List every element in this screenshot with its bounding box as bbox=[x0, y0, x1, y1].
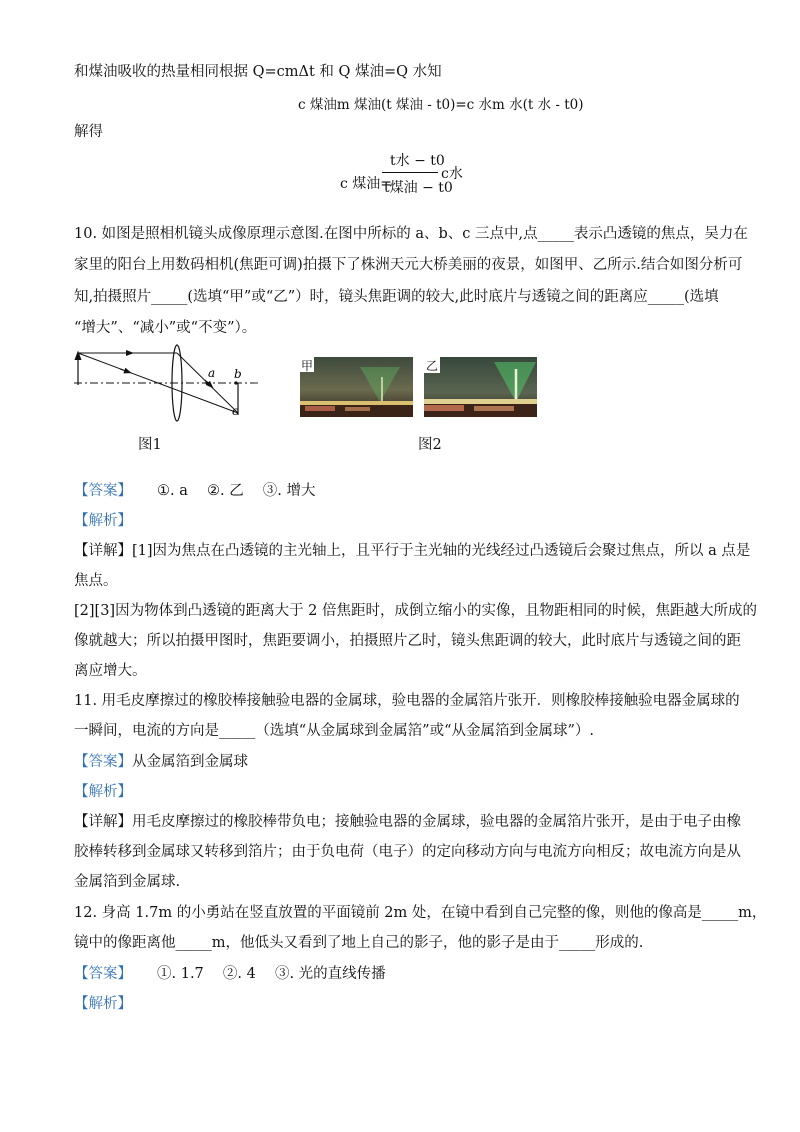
q10-detail-line-4: 离应增大。 bbox=[74, 663, 147, 679]
eq2-numerator: t水 − t0 bbox=[390, 153, 445, 169]
photo-yi bbox=[424, 357, 537, 417]
q9-equation-1: c 煤油m 煤油(t 煤油 - t0)=c 水m 水(t 水 - t0) bbox=[298, 97, 584, 113]
q10-answer: ①. a ②. 乙 ③. 增大 bbox=[157, 483, 316, 499]
point-b bbox=[234, 381, 237, 384]
q10-detail-text-1: [1]因为焦点在凸透镜的主光轴上，且平行于主光轴的光线经过凸透镜后会聚过焦点，所以 a 点是 bbox=[132, 543, 751, 559]
photo-jia bbox=[300, 357, 413, 417]
q10-detail-line-1 bbox=[74, 541, 750, 561]
q10-stem-line-2: 家里的阳台上用数码相机(焦距可调)拍摄下了株洲天元大桥美丽的夜景，如图甲、乙所示.结合如图分析可 bbox=[74, 257, 743, 273]
q11-answer-line bbox=[74, 752, 248, 772]
q11-detail-tag: 【详解】 bbox=[74, 814, 132, 830]
q10-answer-tag: 【答案】 bbox=[74, 483, 132, 499]
q11-detail-line-1 bbox=[74, 812, 741, 832]
q12-answer: ①. 1.7 ②. 4 ③. 光的直线传播 bbox=[157, 966, 386, 982]
photo-jia-label: 甲 bbox=[301, 359, 314, 373]
q10-stem-line-4: “增大”、“减小”或“不变”）。 bbox=[74, 320, 257, 336]
q11-detail-line-3: 金属箔到金属球. bbox=[74, 874, 181, 890]
q12-stem-line-1: 12. 身高 1.7m 的小勇站在竖直放置的平面镜前 2m 处，在镜中看到自己完整的像，则他的像高是_____m， bbox=[74, 905, 767, 921]
q10-stem-line-1: 10. 如图是照相机镜头成像原理示意图.在图中所标的 a、b、c 三点中,点_____表示凸透镜的焦点，吴力在 bbox=[74, 226, 748, 242]
eq2-denominator: t煤油 − t0 bbox=[384, 180, 453, 196]
label-c: c bbox=[232, 404, 239, 418]
fraction-bar bbox=[382, 172, 438, 173]
q11-detail-line-2: 胶棒转移到金属球又转移到箔片；由于负电荷（电子）的定向移动方向与电流方向相反；故电流方向是从 bbox=[74, 844, 741, 860]
q10-detail-line-3: 像就越大；所以拍摄甲图时，焦距要调小，拍摄照片乙时，镜头焦距调的较大，此时底片与透镜之间的距 bbox=[74, 633, 741, 649]
q12-analysis-tag: 【解析】 bbox=[74, 996, 132, 1012]
photo-yi-label: 乙 bbox=[426, 359, 439, 373]
q10-detail-line-1b: 焦点。 bbox=[74, 573, 118, 589]
q10-analysis-tag: 【解析】 bbox=[74, 513, 132, 529]
q11-stem-line-2: 一瞬间，电流的方向是_____（选填“从金属球到金属箔”或“从金属箔到金属球”）. bbox=[74, 723, 595, 739]
label-a: a bbox=[208, 366, 216, 380]
q9-solve-label: 解得 bbox=[74, 124, 103, 140]
label-b: b bbox=[234, 367, 242, 381]
q11-analysis-tag: 【解析】 bbox=[74, 784, 132, 800]
q10-detail-tag: 【详解】 bbox=[74, 543, 132, 559]
q10-stem-line-3: 知,拍摄照片_____(选填“甲”或“乙”）时，镜头焦距调的较大,此时底片与透镜之间的距离应_____(选填 bbox=[74, 289, 719, 305]
q11-detail-text-1: 用毛皮摩擦过的橡胶棒带负电；接触验电器的金属球，验电器的金属箔片张开，是由于电子由橡 bbox=[132, 814, 741, 830]
point-a bbox=[205, 381, 208, 384]
fig2-caption: 图2 bbox=[418, 437, 442, 453]
q9-text-line: 和煤油吸收的热量相同根据 Q=cmΔt 和 Q 煤油=Q 水知 bbox=[74, 64, 442, 80]
eq2-lhs: c 煤油= bbox=[340, 176, 393, 192]
q11-answer: 从金属箔到金属球 bbox=[132, 754, 248, 770]
eq2-rhs: c水 bbox=[441, 166, 463, 182]
lens-diagram bbox=[70, 343, 270, 423]
q11-answer-tag: 【答案】 bbox=[74, 754, 132, 770]
q12-stem-line-2: 镜中的像距离他_____m，他低头又看到了地上自己的影子，他的影子是由于_____形成的. bbox=[74, 935, 644, 951]
q10-detail-line-2: [2][3]因为物体到凸透镜的距离大于 2 倍焦距时，成倒立缩小的实像，且物距相同的时候，焦距越大所成的 bbox=[74, 603, 758, 619]
fig1-caption: 图1 bbox=[138, 437, 162, 453]
q11-stem-line-1: 11. 用毛皮摩擦过的橡胶棒接触验电器的金属球，验电器的金属箔片张开．则橡胶棒接触验电器金属球的 bbox=[74, 693, 740, 709]
q12-answer-tag: 【答案】 bbox=[74, 966, 132, 982]
